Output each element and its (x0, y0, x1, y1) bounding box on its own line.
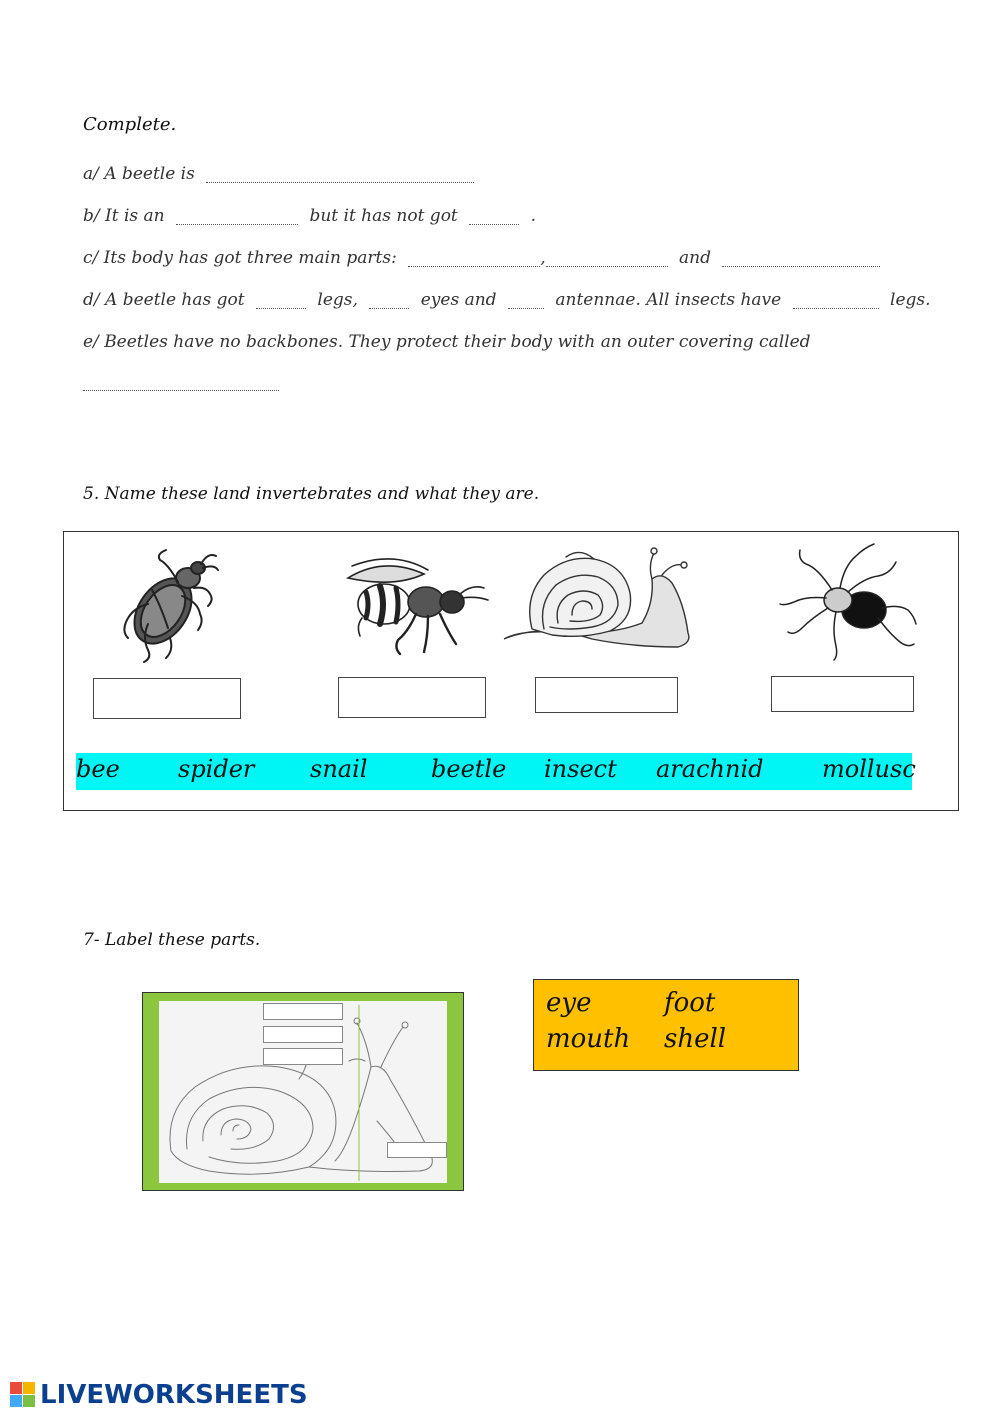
word-bank-item[interactable]: shell (664, 1024, 727, 1054)
answer-c2-input[interactable] (546, 250, 668, 267)
snail-image (502, 543, 696, 667)
section7-word-bank (533, 979, 799, 1071)
answer-c3-input[interactable] (722, 250, 880, 267)
bee-image (344, 548, 490, 660)
word-bank-item[interactable]: spider (178, 755, 255, 783)
answer-box-spider[interactable] (771, 676, 914, 712)
word-bank-item[interactable]: foot (664, 988, 716, 1018)
word-bank-item[interactable]: insect (544, 755, 617, 783)
label-slot-4[interactable] (387, 1142, 447, 1158)
complete-heading: Complete. (83, 114, 177, 135)
snail-diagram-frame (142, 992, 464, 1191)
question-e-text: e/ Beetles have no backbones. They protect their body with an outer covering called (83, 332, 811, 352)
question-c-text-3: and (679, 248, 711, 268)
section5-heading: 5. Name these land invertebrates and what they are. (83, 484, 540, 504)
word-bank-item[interactable]: arachnid (656, 755, 764, 783)
question-b-text-2: but it has not got (309, 206, 458, 226)
question-d-text-5: legs. (890, 290, 931, 310)
answer-d3-input[interactable] (508, 292, 544, 309)
label-slot-3[interactable] (263, 1048, 343, 1065)
question-d-text-1: d/ A beetle has got (83, 290, 245, 310)
answer-d2-input[interactable] (369, 292, 409, 309)
answer-b2-input[interactable] (469, 208, 519, 225)
answer-box-beetle[interactable] (93, 678, 241, 719)
question-c-text-1: c/ Its body has got three main parts: (83, 248, 397, 268)
section5-word-bank (76, 753, 916, 790)
word-bank-item[interactable]: bee (76, 755, 120, 783)
spider-image (778, 538, 918, 662)
question-d (83, 290, 931, 310)
beetle-image (108, 546, 223, 664)
question-e (83, 332, 811, 352)
answer-b1-input[interactable] (176, 208, 298, 225)
logo-text: LIVEWORKSHEETS (40, 1380, 308, 1410)
question-b-text-1: b/ It is an (83, 206, 165, 226)
question-d-text-4: antennae. All insects have (555, 290, 782, 310)
question-d-text-2: legs, (317, 290, 358, 310)
question-c-text-2: , (540, 248, 546, 268)
answer-c1-input[interactable] (408, 250, 540, 267)
question-d-text-3: eyes and (420, 290, 497, 310)
question-b (83, 206, 536, 226)
question-a-text: a/ A beetle is (83, 164, 195, 184)
answer-d1-input[interactable] (256, 292, 306, 309)
logo-icon (10, 1382, 36, 1408)
answer-box-snail[interactable] (535, 677, 678, 713)
label-slot-2[interactable] (263, 1026, 343, 1043)
question-b-text-3: . (530, 206, 536, 226)
word-bank-item[interactable]: mouth (546, 1024, 631, 1054)
question-c (83, 248, 886, 268)
snail-diagram (159, 1001, 447, 1183)
answer-e-input[interactable] (83, 374, 279, 391)
word-bank-item[interactable]: beetle (431, 755, 507, 783)
word-bank-item[interactable]: mollusc (822, 755, 916, 783)
section7-heading: 7- Label these parts. (83, 930, 261, 950)
answer-box-bee[interactable] (338, 677, 486, 718)
answer-d4-input[interactable] (793, 292, 879, 309)
word-bank-item[interactable]: eye (546, 988, 592, 1018)
answer-a-input[interactable] (206, 166, 474, 183)
label-slot-1[interactable] (263, 1003, 343, 1020)
word-bank-item[interactable]: snail (310, 755, 368, 783)
question-a (83, 164, 480, 184)
